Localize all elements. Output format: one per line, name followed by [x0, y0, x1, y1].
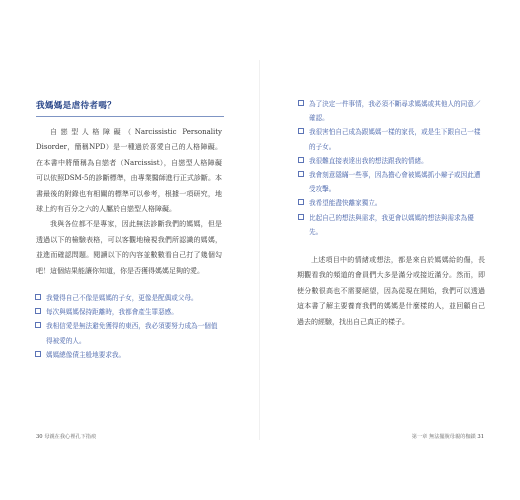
checklist-item-label: 我覺得自己不像是媽媽的子女，更像是配偶或父母。 [46, 294, 198, 302]
right-footer [412, 433, 484, 440]
checkbox-icon[interactable] [298, 199, 304, 205]
paragraph: 自戀型人格障礙（Narcissistic Personality Disorder，簡稱NPD）是一種過於喜愛自己的人格障礙。在本書中將簡稱為自戀者（Narcissist），自戀型人格障礙可以依照DSM-5的診斷標準，由專業醫師進行正式診斷。本書最後的附錄也有相關的標準可以參考，根據一項研究，地球上約有百分之六的人屬於自戀型人格障礙。 [36, 128, 222, 214]
running-title: 母親在我心裡孔下指痕 [44, 434, 97, 440]
checkbox-icon[interactable] [35, 308, 41, 314]
chapter-title: 無法擺脫母親的枷鎖 [429, 434, 476, 440]
checklist-item[interactable] [297, 168, 487, 196]
checklist-item[interactable] [34, 319, 224, 347]
right-checklist [297, 97, 487, 239]
left-checklist [34, 291, 224, 362]
checklist-item[interactable] [34, 305, 224, 319]
heading-underline [36, 116, 224, 117]
checklist-item[interactable] [34, 348, 224, 362]
paragraph: 上述項目中的情緒或想法，都是來自於媽媽給的傷，長期觀看我的頻道的會員們大多是滿分或接近滿分。然而，即使分數很高也不需要絕望，因為從現在開始，我們可以透過這本書了解主要養育我們的媽媽是什麼樣的人，並回顧自己過去的經驗，找出自己真正的樣子。 [297, 256, 485, 326]
checkbox-icon[interactable] [298, 128, 304, 134]
right-body-text [297, 253, 485, 330]
right-page [260, 0, 520, 500]
checklist-item[interactable] [297, 211, 487, 239]
checklist-item-label: 為了決定一件事情，我必須不斷尋求媽媽或其他人的同意／確認。 [309, 100, 481, 123]
checklist-item-label: 我會刻意隱瞞一些事，因為擔心會被媽媽抓小辮子或因此遭受攻擊。 [309, 171, 481, 194]
left-footer [36, 433, 96, 440]
checklist-item-label: 每次與媽媽保持距離時，我都會產生罪惡感。 [46, 308, 178, 317]
page-number: 30 [36, 434, 43, 440]
checklist-item[interactable] [297, 125, 487, 153]
checkbox-icon[interactable] [35, 351, 41, 357]
section-heading-block [36, 99, 224, 117]
checklist-item-label: 我很害怕自己成為跟媽媽一樣的家長，或是生下跟自己一樣的子女。 [309, 128, 481, 151]
paragraph: 我與各位都不是專家，因此無法診斷我們的媽媽，但是透過以下的檢驗表格，可以客觀地檢視我們所認識的媽媽，並進而確認問題。閱讀以下的內容並數數看自己打了幾個勾吧！這個結果能讓你知道，你是否獲得媽媽足夠的愛。 [36, 220, 222, 275]
chapter-label: 第一章 [411, 434, 428, 440]
checklist-item[interactable] [34, 291, 224, 305]
section-heading: 我媽媽是虐待者嗎？ [36, 101, 117, 111]
checkbox-icon[interactable] [298, 214, 304, 220]
checklist-item-label: 我很難直接表達出我的想法跟我的情緒。 [309, 156, 428, 165]
left-body-text [36, 125, 222, 279]
checklist-item[interactable] [297, 196, 487, 210]
checkbox-icon[interactable] [35, 322, 41, 328]
page-number: 31 [477, 434, 484, 440]
checklist-item-label: 比起自己的想法與需求，我更會以媽媽的想法與需求為優先。 [309, 213, 474, 236]
checkbox-icon[interactable] [298, 157, 304, 163]
checklist-item-label: 我希望能盡快離家獨立。 [309, 199, 382, 208]
checkbox-icon[interactable] [298, 100, 304, 106]
checkbox-icon[interactable] [35, 294, 41, 300]
checklist-item[interactable] [297, 97, 487, 125]
checkbox-icon[interactable] [298, 171, 304, 177]
checklist-item[interactable] [297, 154, 487, 168]
checklist-item-label: 媽媽總像債主般地要求我。 [46, 350, 126, 359]
checklist-item-label: 我相信愛是無法避免獲得的東西，我必須要努力成為一個值得被愛的人。 [46, 322, 218, 345]
